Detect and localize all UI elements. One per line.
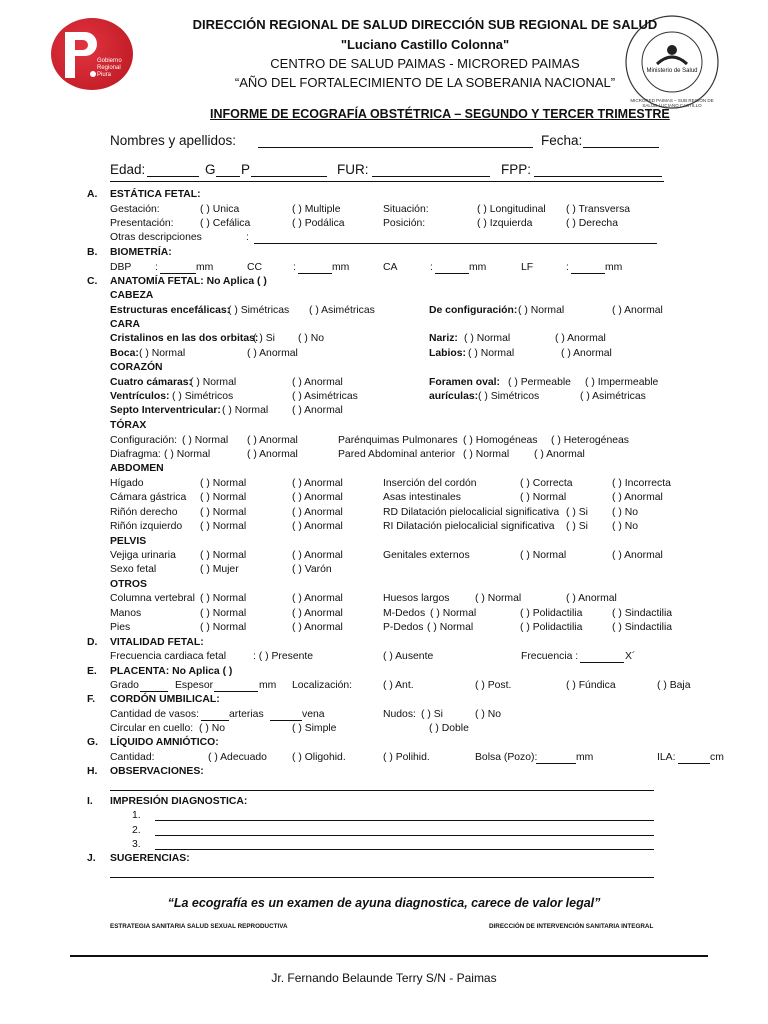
boca-label: Boca:	[110, 348, 139, 359]
pies-normal-option[interactable]: ( ) Normal	[200, 622, 247, 633]
seal-center-text: Ministerio de Salud	[646, 68, 698, 74]
genitales-normal-option[interactable]: ( ) Normal	[520, 550, 567, 561]
otros-heading: OTROS	[110, 579, 147, 590]
impermeable-option[interactable]: ( ) Impermeable	[585, 377, 659, 388]
dbp-colon: :	[155, 262, 158, 273]
auriculas-simetricos-option[interactable]: ( ) Simétricos	[478, 391, 540, 402]
pared-normal-option[interactable]: ( ) Normal	[463, 449, 510, 460]
huesos-anormal-option[interactable]: ( ) Anormal	[566, 593, 617, 604]
ri-si-option[interactable]: ( ) Si	[566, 521, 588, 532]
corazon-heading: CORAZÓN	[110, 362, 163, 373]
situacion-label: Situación:	[383, 204, 429, 215]
ventriculos-simetricos-option[interactable]: ( ) Simétricos	[172, 391, 234, 402]
incorrecta-option[interactable]: ( ) Incorrecta	[612, 478, 671, 489]
rinon-izquierdo-anormal-option[interactable]: ( ) Anormal	[292, 521, 343, 532]
torax-configuracion-normal-option[interactable]: ( ) Normal	[182, 435, 229, 446]
cuatro-camaras-anormal-option[interactable]: ( ) Anormal	[292, 377, 343, 388]
rinon-izquierdo-label: Riñón izquierdo	[110, 521, 183, 532]
section-letter-j: J.	[87, 853, 96, 864]
huesos-normal-option[interactable]: ( ) Normal	[475, 593, 522, 604]
pared-abdominal-label: Pared Abdominal anterior	[338, 449, 456, 460]
oligohid-option[interactable]: ( ) Oligohid.	[292, 752, 346, 763]
ant-option[interactable]: ( ) Ant.	[383, 680, 414, 691]
ri-dilatacion-label: RI Dilatación pielocalicial significativa	[383, 521, 555, 532]
manos-anormal-option[interactable]: ( ) Anormal	[292, 608, 343, 619]
mujer-option[interactable]: ( ) Mujer	[200, 564, 239, 575]
cantidad-vasos-label: Cantidad de vasos:	[110, 709, 199, 720]
boca-anormal-option[interactable]: ( ) Anormal	[247, 348, 298, 359]
ca-label: CA	[383, 262, 398, 273]
otras-colon: :	[246, 232, 249, 243]
asimetricas-option[interactable]: ( ) Asimétricas	[309, 305, 375, 316]
observaciones-field[interactable]	[110, 790, 654, 791]
auriculas-asimetricas-option[interactable]: ( ) Asimétricas	[580, 391, 646, 402]
patient-divider	[110, 181, 664, 182]
section-impresion: IMPRESIÓN DIAGNOSTICA:	[110, 796, 248, 807]
rinon-derecho-anormal-option[interactable]: ( ) Anormal	[292, 507, 343, 518]
estructuras-label: Estructuras encefálicas:	[110, 305, 231, 316]
configuracion-normal-option[interactable]: ( ) Normal	[518, 305, 565, 316]
frecuencia-unit: X´	[625, 651, 636, 662]
nudos-no-option[interactable]: ( ) No	[475, 709, 501, 720]
labios-label: Labios:	[429, 348, 466, 359]
patient-name-field[interactable]	[258, 147, 533, 148]
g-label: G	[205, 162, 216, 177]
section-letter-i: I.	[87, 796, 93, 807]
age-field[interactable]	[147, 176, 199, 177]
doble-option[interactable]: ( ) Doble	[429, 723, 469, 734]
rd-no-option[interactable]: ( ) No	[612, 507, 638, 518]
impresion-item-2: 2.	[132, 825, 141, 836]
fpp-label: FPP:	[501, 162, 532, 177]
homogeneas-option[interactable]: ( ) Homogéneas	[463, 435, 538, 446]
pies-anormal-option[interactable]: ( ) Anormal	[292, 622, 343, 633]
frecuencia-field[interactable]	[580, 662, 624, 663]
section-sugerencias: SUGERENCIAS:	[110, 853, 190, 864]
cc-colon: :	[293, 262, 296, 273]
section-letter-h: H.	[87, 766, 98, 777]
labios-normal-option[interactable]: ( ) Normal	[468, 348, 515, 359]
septo-anormal-option[interactable]: ( ) Anormal	[292, 405, 343, 416]
vejiga-label: Vejiga urinaria	[110, 550, 176, 561]
section-letter-c: C.	[87, 276, 98, 287]
logo-left-text: Gobierno Regional Piura	[97, 58, 122, 78]
grado-label: Grado	[110, 680, 139, 691]
circular-no-option[interactable]: ( ) No	[199, 723, 225, 734]
legal-quote: “La ecografía es un examen de ayuna diagnostica, carece de valor legal”	[167, 896, 601, 910]
asas-normal-option[interactable]: ( ) Normal	[520, 492, 567, 503]
p-dedos-sindactilia-option[interactable]: ( ) Sindactilia	[612, 622, 673, 633]
post-option[interactable]: ( ) Post.	[475, 680, 512, 691]
podalica-option[interactable]: ( ) Podálica	[292, 218, 345, 229]
lf-field[interactable]	[571, 273, 605, 274]
espesor-unit: mm	[259, 680, 277, 691]
dbp-label: DBP	[110, 262, 132, 273]
cuatro-camaras-label: Cuatro cámaras:	[110, 377, 193, 388]
rinon-izquierdo-normal-option[interactable]: ( ) Normal	[200, 521, 247, 532]
nariz-normal-option[interactable]: ( ) Normal	[464, 333, 511, 344]
date-label: Fecha:	[541, 133, 583, 148]
rd-si-option[interactable]: ( ) Si	[566, 507, 588, 518]
manos-normal-option[interactable]: ( ) Normal	[200, 608, 247, 619]
rinon-derecho-normal-option[interactable]: ( ) Normal	[200, 507, 247, 518]
pies-label: Pies	[110, 622, 131, 633]
columna-anormal-option[interactable]: ( ) Anormal	[292, 593, 343, 604]
parenquimas-label: Parénquimas Pulmonares	[338, 435, 458, 446]
p-dedos-polidactilia-option[interactable]: ( ) Polidactilia	[520, 622, 583, 633]
patient-name-label: Nombres y apellidos:	[110, 133, 237, 148]
ca-unit: mm	[469, 262, 487, 273]
baja-option[interactable]: ( ) Baja	[657, 680, 691, 691]
m-dedos-polidactilia-option[interactable]: ( ) Polidactilia	[520, 608, 583, 619]
seal-ring-text: MICRORED PAIMAS – SUB REGION DE SALUD LUCIANO CASTILLO	[630, 98, 714, 108]
unica-option[interactable]: ( ) Unica	[200, 204, 240, 215]
cara-heading: CARA	[110, 319, 141, 330]
gobierno-regional-logo	[51, 18, 133, 90]
higado-anormal-option[interactable]: ( ) Anormal	[292, 478, 343, 489]
cc-label: CC	[247, 262, 263, 273]
torax-configuracion-label: Configuración:	[110, 435, 178, 446]
arterias-field[interactable]	[201, 720, 229, 721]
lf-label: LF	[521, 262, 534, 273]
section-cordon: CORDÓN UMBILICAL:	[110, 694, 220, 705]
ila-field[interactable]	[678, 763, 710, 764]
p-dedos-normal-option[interactable]: ( ) Normal	[427, 622, 474, 633]
diafragma-label: Diafragma:	[110, 449, 161, 460]
footer-left-label: ESTRATEGIA SANITARIA SALUD SEXUAL REPRODUCTIVA	[110, 923, 288, 930]
bolsa-label: Bolsa (Pozo):	[475, 752, 538, 763]
cc-field[interactable]	[298, 273, 332, 274]
vena-label: vena	[302, 709, 325, 720]
camara-gastrica-label: Cámara gástrica	[110, 492, 187, 503]
p-field[interactable]	[251, 176, 327, 177]
impresion-field-1[interactable]	[155, 820, 654, 821]
m-dedos-sindactilia-option[interactable]: ( ) Sindactilia	[612, 608, 673, 619]
espesor-label: Espesor	[175, 680, 214, 691]
asas-anormal-option[interactable]: ( ) Anormal	[612, 492, 663, 503]
nariz-anormal-option[interactable]: ( ) Anormal	[555, 333, 606, 344]
dbp-field[interactable]	[160, 273, 196, 274]
g-field[interactable]	[216, 176, 240, 177]
liquido-cantidad-label: Cantidad:	[110, 752, 155, 763]
fundica-option[interactable]: ( ) Fúndica	[566, 680, 616, 691]
section-letter-e: E.	[87, 666, 97, 677]
header-line-1: DIRECCIÓN REGIONAL DE SALUD DIRECCIÓN SUB REGIONAL DE SALUD	[192, 17, 658, 32]
transversa-option[interactable]: ( ) Transversa	[566, 204, 631, 215]
foramen-label: Foramen oval:	[429, 377, 501, 388]
polihid-option[interactable]: ( ) Polihid.	[383, 752, 430, 763]
m-dedos-normal-option[interactable]: ( ) Normal	[430, 608, 477, 619]
rinon-derecho-label: Riñón derecho	[110, 507, 178, 518]
diafragma-normal-option[interactable]: ( ) Normal	[164, 449, 211, 460]
presente-option[interactable]: : ( ) Presente	[253, 651, 314, 662]
multiple-option[interactable]: ( ) Multiple	[292, 204, 341, 215]
age-label: Edad:	[110, 162, 146, 177]
grado-field[interactable]	[140, 691, 168, 692]
footer-right-label: DIRECCIÓN DE INTERVENCIÓN SANITARIA INTEGRAL	[489, 923, 654, 930]
espesor-field[interactable]	[214, 691, 258, 692]
ausente-option[interactable]: ( ) Ausente	[383, 651, 434, 662]
columna-label: Columna vertebral	[110, 593, 195, 604]
nudos-label: Nudos:	[383, 709, 416, 720]
simetricas-option[interactable]: ( ) Simétricas	[228, 305, 290, 316]
torax-configuracion-anormal-option[interactable]: ( ) Anormal	[247, 435, 298, 446]
sexo-fetal-label: Sexo fetal	[110, 564, 157, 575]
circular-cuello-label: Circular en cuello:	[110, 723, 194, 734]
header-line-4: “AÑO DEL FORTALECIMIENTO DE LA SOBERANIA NACIONAL”	[234, 75, 616, 90]
genitales-anormal-option[interactable]: ( ) Anormal	[612, 550, 663, 561]
pared-anormal-option[interactable]: ( ) Anormal	[534, 449, 585, 460]
section-letter-a: A.	[87, 189, 98, 200]
higado-label: Hígado	[110, 478, 144, 489]
bolsa-unit: mm	[576, 752, 594, 763]
labios-anormal-option[interactable]: ( ) Anormal	[561, 348, 612, 359]
ca-colon: :	[430, 262, 433, 273]
cabeza-heading: CABEZA	[110, 290, 154, 301]
vejiga-normal-option[interactable]: ( ) Normal	[200, 550, 247, 561]
diafragma-anormal-option[interactable]: ( ) Anormal	[247, 449, 298, 460]
section-liquido: LÍQUIDO AMNIÓTICO:	[110, 737, 219, 748]
lf-colon: :	[566, 262, 569, 273]
adecuado-option[interactable]: ( ) Adecuado	[208, 752, 267, 763]
impresion-item-3: 3.	[132, 839, 141, 850]
ventriculos-label: Ventrículos:	[110, 391, 170, 402]
pelvis-heading: PELVIS	[110, 536, 147, 547]
dbp-unit: mm	[196, 262, 214, 273]
cc-unit: mm	[332, 262, 350, 273]
cristalinos-si-option[interactable]: ( ) Si	[253, 333, 275, 344]
presentacion-label: Presentación:	[110, 218, 174, 229]
otras-field[interactable]	[254, 243, 657, 244]
p-label: P	[241, 162, 251, 177]
report-title: INFORME DE ECOGRAFÍA OBSTÉTRICA – SEGUNDO Y TERCER TRIMESTRE	[210, 107, 670, 121]
cefalica-option[interactable]: ( ) Cefálica	[200, 218, 251, 229]
frecuencia-label: Frecuencia :	[521, 651, 579, 662]
impresion-field-2[interactable]	[155, 835, 654, 836]
higado-normal-option[interactable]: ( ) Normal	[200, 478, 247, 489]
permeable-option[interactable]: ( ) Permeable	[508, 377, 571, 388]
configuracion-anormal-option[interactable]: ( ) Anormal	[612, 305, 663, 316]
sugerencias-field[interactable]	[110, 877, 654, 878]
torax-heading: TÓRAX	[110, 420, 147, 431]
section-estatica: ESTÁTICA FETAL:	[110, 189, 201, 200]
date-field[interactable]	[583, 147, 659, 148]
frecuencia-cardiaca-label: Frecuencia cardiaca fetal	[110, 651, 227, 662]
header-line-2: "Luciano Castillo Colonna"	[340, 37, 510, 52]
vena-field[interactable]	[270, 720, 302, 721]
derecha-option[interactable]: ( ) Derecha	[566, 218, 618, 229]
genitales-label: Genitales externos	[383, 550, 470, 561]
impresion-field-3[interactable]	[155, 849, 654, 850]
cristalinos-label: Cristalinos en las dos orbitas:	[110, 333, 259, 344]
bolsa-field[interactable]	[536, 763, 576, 764]
correcta-option[interactable]: ( ) Correcta	[520, 478, 573, 489]
boca-normal-option[interactable]: ( ) Normal	[139, 348, 186, 359]
configuracion-label: De configuración:	[429, 305, 518, 316]
header-line-3: CENTRO DE SALUD PAIMAS - MICRORED PAIMAS	[270, 56, 580, 71]
section-observaciones: OBSERVACIONES:	[110, 766, 204, 777]
section-biometria: BIOMETRÍA:	[110, 247, 172, 258]
izquierda-option[interactable]: ( ) Izquierda	[477, 218, 533, 229]
impresion-item-1: 1.	[132, 810, 141, 821]
cuatro-camaras-normal-option[interactable]: ( ) Normal	[190, 377, 237, 388]
manos-label: Manos	[110, 608, 142, 619]
nariz-label: Nariz:	[429, 333, 458, 344]
fpp-field[interactable]	[534, 176, 662, 177]
m-dedos-label: M-Dedos	[383, 608, 426, 619]
septo-label: Septo Interventricular:	[110, 405, 221, 416]
p-dedos-label: P-Dedos	[383, 622, 424, 633]
fur-label: FUR:	[337, 162, 369, 177]
varon-option[interactable]: ( ) Varón	[292, 564, 332, 575]
insercion-label: Inserción del cordón	[383, 478, 477, 489]
ila-unit: cm	[710, 752, 724, 763]
cristalinos-no-option[interactable]: ( ) No	[298, 333, 324, 344]
auriculas-label: aurículas:	[429, 391, 479, 402]
section-letter-f: F.	[87, 694, 96, 705]
localizacion-label: Localización:	[292, 680, 353, 691]
fur-field[interactable]	[372, 176, 490, 177]
gestacion-label: Gestación:	[110, 204, 160, 215]
ri-no-option[interactable]: ( ) No	[612, 521, 638, 532]
longitudinal-option[interactable]: ( ) Longitudinal	[477, 204, 546, 215]
section-letter-d: D.	[87, 637, 98, 648]
footer-divider	[70, 955, 708, 957]
vejiga-anormal-option[interactable]: ( ) Anormal	[292, 550, 343, 561]
section-placenta: PLACENTA: No Aplica ( )	[110, 666, 233, 677]
ila-label: ILA:	[657, 752, 676, 763]
ventriculos-asimetricas-option[interactable]: ( ) Asimétricas	[292, 391, 358, 402]
septo-normal-option[interactable]: ( ) Normal	[222, 405, 269, 416]
ca-field[interactable]	[435, 273, 469, 274]
lf-unit: mm	[605, 262, 623, 273]
arterias-label: arterias	[229, 709, 264, 720]
section-letter-g: G.	[87, 737, 98, 748]
asas-label: Asas intestinales	[383, 492, 461, 503]
abdomen-heading: ABDOMEN	[110, 463, 164, 474]
section-anatomia: ANATOMÍA FETAL: No Aplica ( )	[110, 276, 267, 287]
rd-dilatacion-label: RD Dilatación pielocalicial significativa	[383, 507, 560, 518]
simple-option[interactable]: ( ) Simple	[292, 723, 337, 734]
huesos-largos-label: Huesos largos	[383, 593, 450, 604]
nudos-si-option[interactable]: ( ) Si	[421, 709, 443, 720]
camara-anormal-option[interactable]: ( ) Anormal	[292, 492, 343, 503]
posicion-label: Posición:	[383, 218, 426, 229]
columna-normal-option[interactable]: ( ) Normal	[200, 593, 247, 604]
section-vitalidad: VITALIDAD FETAL:	[110, 637, 204, 648]
footer-address: Jr. Fernando Belaunde Terry S/N - Paimas	[271, 971, 497, 985]
otras-label: Otras descripciones	[110, 232, 202, 243]
camara-normal-option[interactable]: ( ) Normal	[200, 492, 247, 503]
heterogeneas-option[interactable]: ( ) Heterogéneas	[551, 435, 629, 446]
section-letter-b: B.	[87, 247, 98, 258]
